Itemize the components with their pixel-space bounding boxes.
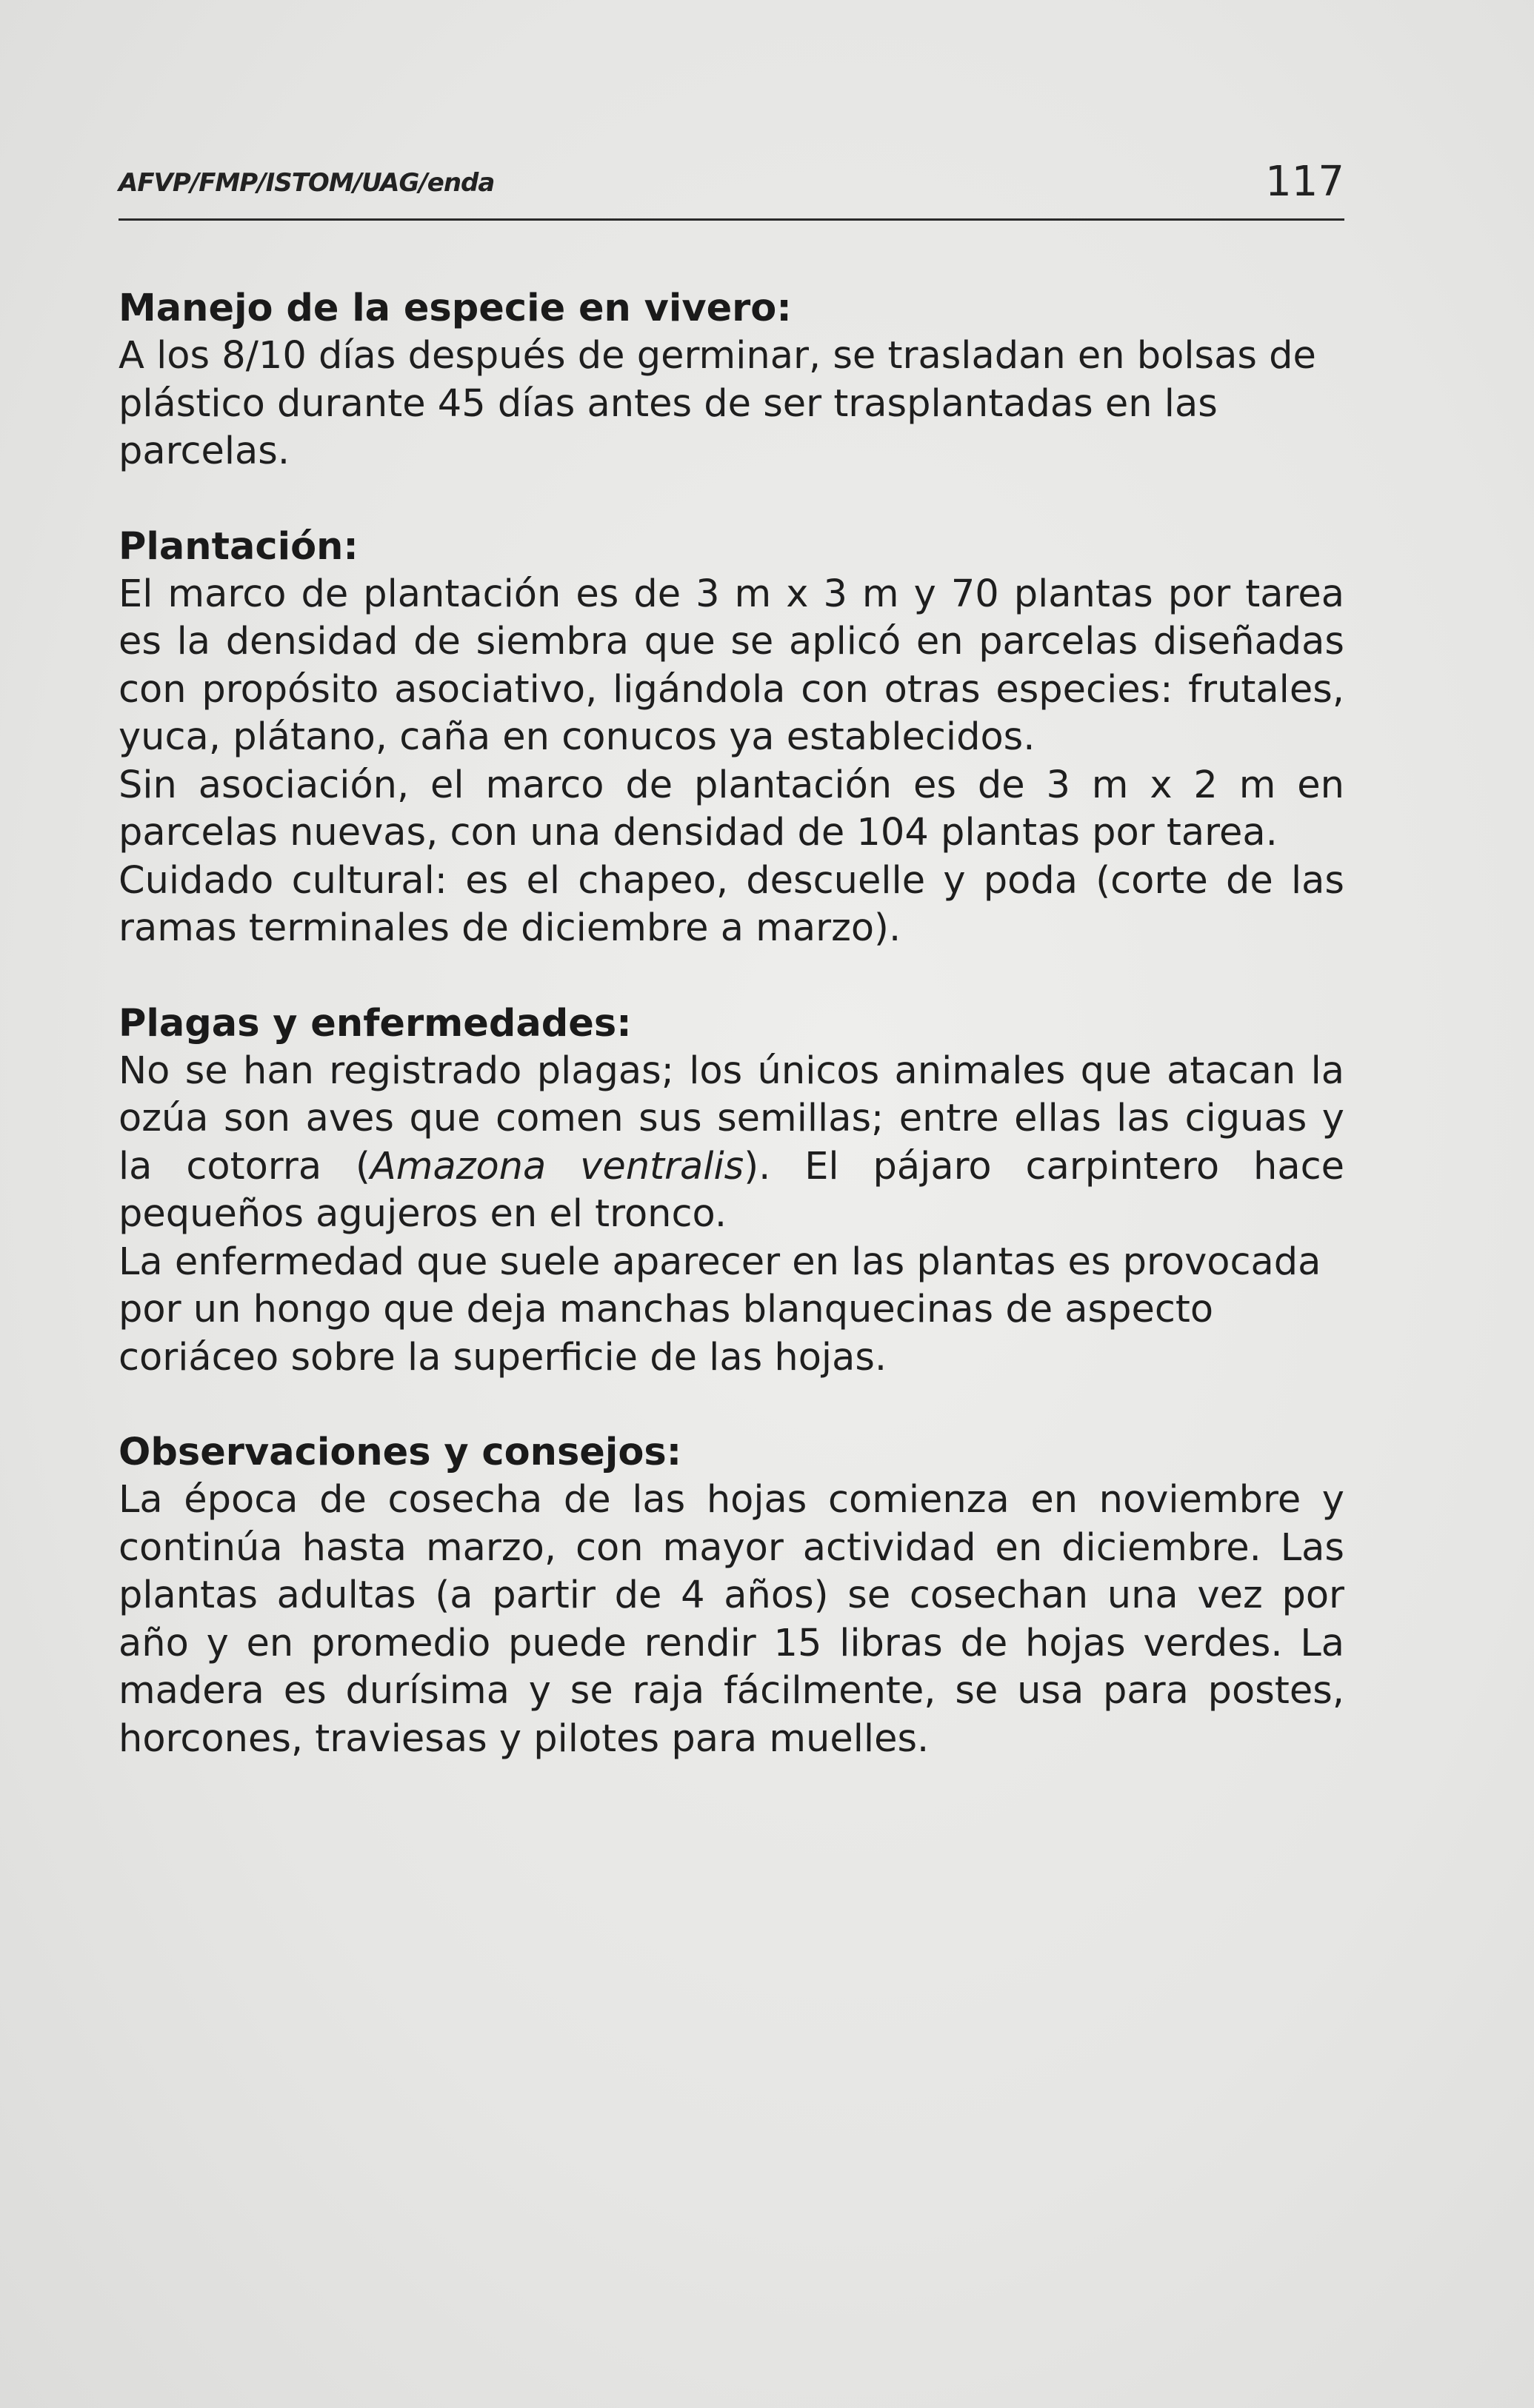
- paragraph: A los 8/10 días después de germinar, se trasladan en bolsas de plástico durante 45 días antes de ser trasplantadas en las parcelas.: [119, 334, 1316, 473]
- page-body: [119, 285, 1344, 1810]
- section-heading: Manejo de la especie en vivero:: [119, 287, 792, 330]
- section-plantacion: [119, 524, 1344, 953]
- section-heading: Plagas y enfermedades:: [119, 1001, 632, 1046]
- running-title: AFVP/FMP/ISTOM/UAG/enda: [119, 168, 495, 198]
- species-name: Amazona ventralis: [370, 1144, 744, 1188]
- paragraph: El marco de plantación es de 3 m x 3 m y 70 plantas por tarea es la densidad de siembra que se aplicó en parcelas diseñadas con propósito asociativo, ligándola con otras especies: frutales, yuca, plátano, caña en conucos ya establecidos.: [119, 572, 1344, 759]
- section-heading: Plantación:: [119, 524, 359, 569]
- paragraph: La época de cosecha de las hojas comienza en noviembre y continúa hasta marzo, con mayor actividad en diciembre. Las plantas adultas (a partir de 4 años) se cosechan una vez por año y en promedio puede rendir 15 libras de hojas verdes. La madera es durísima y se raja fácilmente, se usa para postes, horcones, traviesas y pilotes para muelles.: [119, 1478, 1344, 1761]
- paragraph-text: No se han registrado plagas; los únicos animales que atacan la ozúa son aves que comen sus semillas; entre ellas las ciguas y la cotorra (: [119, 1049, 1344, 1188]
- running-header: [119, 152, 1344, 221]
- section-vivero: [119, 285, 1344, 476]
- paragraph: [119, 1048, 1344, 1239]
- section-plagas: [119, 1000, 1344, 1382]
- paragraph-text: ). El pájaro carpintero hace pequeños agujeros en el tronco.: [119, 1144, 1344, 1236]
- paragraph: Cuidado cultural: es el chapeo, descuelle y poda (corte de las ramas terminales de diciembre a marzo).: [119, 858, 1344, 950]
- paragraph: La enfermedad que suele aparecer en las plantas es provocada por un hongo que deja manchas blanquecinas de aspecto coriáceo sobre la superficie de las hojas.: [119, 1240, 1321, 1379]
- page-number: 117: [1265, 158, 1344, 206]
- section-observaciones: [119, 1429, 1344, 1763]
- section-heading: Observaciones y consejos:: [119, 1431, 682, 1474]
- paragraph: Sin asociación, el marco de plantación es de 3 m x 2 m en parcelas nuevas, con una densidad de 104 plantas por tarea.: [119, 763, 1344, 854]
